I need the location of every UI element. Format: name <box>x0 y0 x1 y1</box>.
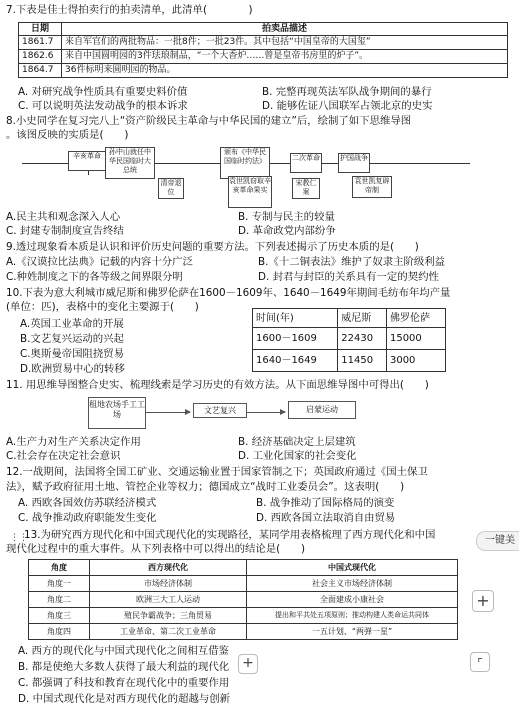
q8-option-a: A.民主共和观念深入人心 <box>6 211 121 223</box>
q7-option-c: C. 可以说明英法发动战争的根本诉求 <box>18 100 188 112</box>
q7-row1-date: 1861.7 <box>19 36 62 50</box>
q9-option-b: B.《十二铜表法》维护了奴隶主阶级利益 <box>258 256 446 268</box>
q7-row2-desc: 来自中国圆明园的3件珐琅制品，“一个大香炉……曾是皇帝书房里的炉子”。 <box>62 50 508 64</box>
q7-header-date: 日期 <box>19 23 62 36</box>
q7-row3-date: 1864.7 <box>19 64 62 78</box>
q13-stem-line1: 13.为研究西方现代化和中国式现代化的实现路径，某同学用表格梳理了西方现代化和中国 <box>24 529 436 541</box>
q10-option-b: B.文艺复兴运动的兴起 <box>20 333 124 345</box>
q13-option-c: C. 都强调了科技和教育在现代化中的重要作用 <box>18 677 230 689</box>
q10-header-florence: 佛罗伦萨 <box>386 309 445 328</box>
q13-row3-china: 提出和平共处五项原则；推动构建人类命运共同体 <box>247 608 458 624</box>
q12-stem-line1: 12.一战期间，法国将全国工矿业、交通运输业置于国家管制之下；英国政府通过《国土保卫 <box>6 466 428 478</box>
q12-option-c: C. 战争推动政府职能发生变化 <box>18 512 157 524</box>
one-click-beautify-tab[interactable]: 一键美 <box>476 531 519 551</box>
q9-option-c: C.种姓制度之下的各等级之间界限分明 <box>6 271 183 283</box>
q11-arrow <box>247 412 285 413</box>
q7-row2-date: 1862.6 <box>19 50 62 64</box>
q10-row1-time: 1600－1609 <box>253 328 338 350</box>
q10-option-c: C.奥斯曼帝国阻挠贸易 <box>20 348 125 360</box>
insert-plus-icon[interactable]: + <box>238 654 258 674</box>
q9-option-d: D. 封君与封臣的关系具有一定的契约性 <box>258 271 439 283</box>
q7-row3-desc: 36件标明来圆明园的物品。 <box>62 64 508 78</box>
q13-header-angle: 角度 <box>29 560 90 576</box>
q12-stem-line2: 法》，赋予政府征用土地、管控企业等权力；德国成立“战时工业委员会”。这表明( ) <box>6 481 405 493</box>
q10-row2-venice: 11450 <box>338 350 387 372</box>
q10-header-venice: 威尼斯 <box>338 309 387 328</box>
q8-stem-line1: 8.小史同学在复习完八上“资产阶级民主革命与中华民国的建立”后，绘制了如下思维导图 <box>6 115 412 127</box>
q10-row1-florence: 15000 <box>386 328 445 350</box>
q10-option-a: A.英国工业革命的开展 <box>20 318 124 330</box>
q8-stem-line2: 。该图反映的实质是( ) <box>6 129 129 141</box>
q11-box-enlightenment: 启蒙运动 <box>288 401 356 419</box>
q13-modernization-table <box>28 559 458 640</box>
q8-box-xinhai: 辛亥革命 <box>68 151 106 171</box>
q11-option-d: D. 工业化国家的社会变化 <box>238 450 357 462</box>
q7-option-b: B. 完整再现英法军队战争期间的暴行 <box>262 86 432 98</box>
q7-option-d: D. 能够佐证八国联军占领北京的史实 <box>262 100 433 112</box>
q12-option-d: D. 西欧各国立法取消自由贸易 <box>256 512 396 524</box>
q13-row3-angle: 角度三 <box>29 608 90 624</box>
q13-row2-angle: 角度二 <box>29 592 90 608</box>
q8-box-national-protection: 护国战争 <box>338 153 370 173</box>
q8-box-second-revolution: 二次革命 <box>290 153 322 173</box>
q11-arrow <box>146 412 190 413</box>
q9-stem: 9.透过现象看本质是认识和评价历史问题的重要方法。下列表述揭示了历史本质的是( ) <box>6 241 419 253</box>
q13-row2-west: 欧洲三大工人运动 <box>90 592 247 608</box>
q11-option-a: A.生产力对生产关系决定作用 <box>6 436 141 448</box>
add-block-plus-icon[interactable]: + <box>472 590 494 612</box>
q9-option-a: A.《汉谟拉比法典》记载的内容十分广泛 <box>6 256 193 268</box>
q11-option-b: B. 经济基础决定上层建筑 <box>238 436 356 448</box>
q13-row1-west: 市场经济体制 <box>90 576 247 592</box>
q12-option-a: A. 西欧各国效仿苏联经济模式 <box>18 497 157 509</box>
q13-row3-west: 殖民争霸战争；三角贸易 <box>90 608 247 624</box>
q13-row2-china: 全面建成小康社会 <box>247 592 458 608</box>
q7-option-a: A. 对研究战争性质具有重要史料价值 <box>18 86 188 98</box>
q13-header-west: 西方现代化 <box>90 560 247 576</box>
q7-row1-desc: 来自军官们的两批物品：一批8件；一批23件。其中包括“中国皇帝的大国玺” <box>62 36 508 50</box>
q8-box-yuan-usurp: 袁世凯窃取辛亥革命果实 <box>228 176 272 208</box>
q11-box-farm-workshop: 租地农场手工工场 <box>88 397 146 429</box>
q7-auction-table <box>18 22 508 78</box>
q11-option-c: C.社会存在决定社会意识 <box>6 450 121 462</box>
q13-option-b: B. 都是使绝大多数人获得了最大利益的现代化 <box>18 661 230 673</box>
drag-handle-icon[interactable]: ⋮⋮ <box>10 533 28 543</box>
q13-option-a: A. 西方的现代化与中国式现代化之间相互借鉴 <box>18 645 229 657</box>
q10-stem-line1: 10.下表为意大利城市威尼斯和佛罗伦萨在1600－1609年、1640－1649年期间毛纺布年均产量 <box>6 287 451 299</box>
q7-stem: 7.下表是佳士得拍卖行的拍卖清单，此清单( ) <box>6 4 253 16</box>
q12-option-b: B. 战争推动了国际格局的演变 <box>256 497 395 509</box>
q8-box-qing-abdication: 清帝退位 <box>158 178 184 199</box>
q13-row1-angle: 角度一 <box>29 576 90 592</box>
q13-stem-line2: 现代化过程中的重大事件。从下列表格中可以得出的结论是( ) <box>6 543 306 555</box>
q10-option-d: D.欧洲贸易中心的转移 <box>20 363 125 375</box>
q13-row1-china: 社会主义市场经济体制 <box>247 576 458 592</box>
q8-option-c: C. 封建专制制度宣告终结 <box>6 225 124 237</box>
q13-row4-angle: 角度四 <box>29 624 90 640</box>
q10-production-table <box>252 308 446 372</box>
q13-row4-west: 工业革命、第二次工业革命 <box>90 624 247 640</box>
q8-option-d: D. 革命政党内部纷争 <box>238 225 336 237</box>
fullscreen-corner-icon[interactable]: ⌜ <box>470 652 490 672</box>
q11-box-renaissance: 文艺复兴 <box>193 403 247 418</box>
q11-stem: 11. 用思维导图整合史实、梳理线索是学习历史的有效方法。从下面思维导图中可得出( ) <box>6 379 429 391</box>
q13-header-china: 中国式现代化 <box>247 560 458 576</box>
q10-row2-time: 1640－1649 <box>253 350 338 372</box>
q8-box-yuan-monarchy: 袁世凯复辟帝制 <box>352 176 392 198</box>
q10-row1-venice: 22430 <box>338 328 387 350</box>
q8-box-song-case: 宋教仁案 <box>292 178 320 199</box>
q13-option-d: D. 中国式现代化是对西方现代化的超越与创新 <box>18 693 231 705</box>
q8-option-b: B. 专制与民主的较量 <box>238 211 335 223</box>
q10-header-time: 时间(年) <box>253 309 338 328</box>
q10-stem-line2: (单位：匹)，表格中的变化主要源于( ) <box>6 301 199 313</box>
q10-row2-florence: 3000 <box>386 350 445 372</box>
q7-header-desc: 拍卖品描述 <box>62 23 508 36</box>
q8-box-sun-president: 孙中山就任中华民国临时大总统 <box>105 147 155 179</box>
q13-row4-china: 一五计划、“两弹一星” <box>247 624 458 640</box>
q8-box-provisional-constitution: 颁布《中华民国临时约法》 <box>220 147 270 179</box>
